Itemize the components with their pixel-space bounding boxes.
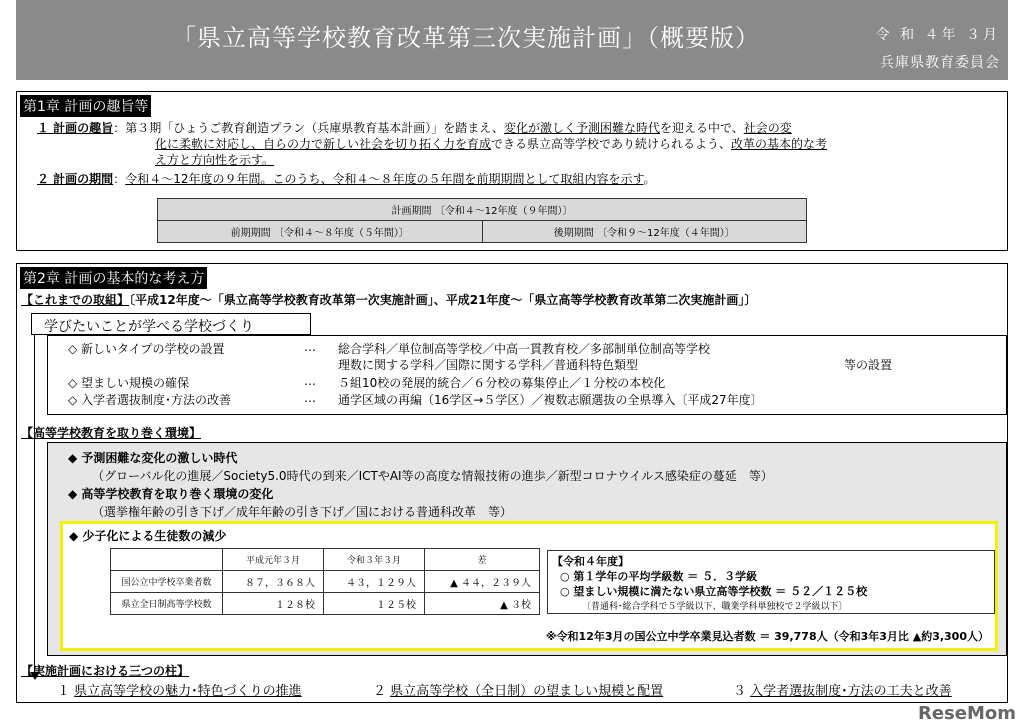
decline-header-empty xyxy=(111,549,223,571)
item-size-dots: … xyxy=(304,374,316,388)
past-efforts-text: 〔平成12年度～「県立高等学校教育改革第一次実施計画」、平成21年度～「県立高等学校教育改革第二次実施計画」〕 xyxy=(129,293,757,307)
decline-row2-h1: １２８校 xyxy=(223,593,324,615)
period-table-first: 前期期間 〔令和４～８年度（５年間）〕 xyxy=(158,221,483,243)
pillar-3-num: ３ xyxy=(733,684,747,699)
decline-header-r3: 令和３年３月 xyxy=(324,549,425,571)
env-detail-1: （グローバル化の進展／Society5.0時代の到来／ICTやAI等の高度な情報技術の進歩／新型コロナウイルス感染症の蔓延 等） xyxy=(92,469,773,483)
purpose-colon: ： xyxy=(113,121,126,135)
item-admission: ◇ 入学者選抜制度･方法の改善 xyxy=(68,393,232,407)
period-text-end: 。 xyxy=(643,172,656,186)
period-colon: ： xyxy=(113,172,126,186)
chapter2-heading: 第2章 計画の基本的な考え方 xyxy=(20,267,207,289)
item-new-school-suffix: 等の設置 xyxy=(844,358,893,372)
item-new-school-detail-2: 理数に関する学科／国際に関する学科／普通科特色類型 xyxy=(338,358,639,372)
pillar-2-num: ２ xyxy=(373,684,387,699)
pillar-1-num: １ xyxy=(57,684,71,699)
decline-row1-label: 国公立中学校卒業者数 xyxy=(111,571,223,593)
watermark-logo xyxy=(918,703,1016,724)
item-admission-dots: … xyxy=(304,391,316,405)
document-organization: 兵庫県教育委員会 xyxy=(880,55,1000,71)
env-bullet-2: ◆ 高等学校教育を取り巻く環境の変化 xyxy=(68,487,274,501)
decline-header-diff: 差 xyxy=(425,549,540,571)
purpose-text-1c: を迎える中で、 xyxy=(659,121,744,135)
purpose-label: １ 計画の趣旨 xyxy=(37,121,114,135)
pillar-2-text: 県立高等学校（全日制）の望ましい規模と配置 xyxy=(390,684,664,699)
decline-row1-h1: ８７，３６８人 xyxy=(223,571,324,593)
r4-note: 〔普通科･総合学科で５学級以下、職業学科単独校で２学級以下〕 xyxy=(582,602,848,612)
period-table xyxy=(157,198,807,243)
decline-row2-label: 県立全日制高等学校数 xyxy=(111,593,223,615)
purpose-text-1d: 社会の変 xyxy=(743,121,792,135)
flow-arrow xyxy=(34,334,35,674)
r4-line2: ○ 望ましい規模に満たない県立高等学校数 ＝ ５２／１２５校 xyxy=(560,585,868,598)
purpose-text-3: え方と方向性を示す。 xyxy=(155,153,275,167)
r4-box xyxy=(547,550,995,614)
school-items-box xyxy=(47,335,1007,415)
decline-row2-r3: １２５校 xyxy=(324,593,425,615)
decline-footnote: ※令和12年3月の国公立中学卒業見込者数 ＝ 39,778人（令和3年3月比 ▲約3,300人） xyxy=(545,630,989,643)
r4-line1: ○ 第１学年の平均学級数 ＝ ５．３学級 xyxy=(560,570,758,583)
document-title: 「県立高等学校教育改革第三次実施計画」（概要版） xyxy=(172,24,760,52)
env-bullet-3: ◆ 少子化による生徒数の減少 xyxy=(69,529,227,543)
header-banner xyxy=(16,0,1008,80)
env-bullet-1: ◆ 予測困難な変化の激しい時代 xyxy=(68,451,238,465)
period-text: 令和４～12年度の９年間。このうち、令和４～８年度の５年間を前期期間として取組内容を示す xyxy=(125,172,644,186)
item-size-detail: ５組10校の発展的統合／６分校の募集停止／１分校の本校化 xyxy=(338,376,666,390)
chapter1-heading: 第1章 計画の趣旨等 xyxy=(20,95,151,117)
purpose-text-1b: 変化が激しく予測困難な時代 xyxy=(503,121,660,135)
decline-header-h1: 平成元年３月 xyxy=(223,549,324,571)
period-table-total: 計画期間 〔令和４～12年度（９年間）〕 xyxy=(158,199,807,221)
decline-row1-diff: ▲ ４４，２３９人 xyxy=(425,571,540,593)
decline-highlight-box xyxy=(60,521,998,651)
decline-row1-r3: ４３，１２９人 xyxy=(324,571,425,593)
item-new-school: ◇ 新しいタイプの学校の設置 xyxy=(68,342,225,356)
purpose-text-2c: 改革の基本的な考 xyxy=(731,137,828,151)
purpose-text-2b: できる県立高等学校であり続けられるよう、 xyxy=(491,137,732,151)
decline-row2-diff: ▲ ３校 xyxy=(425,593,540,615)
chapter1-section xyxy=(16,91,1008,251)
env-detail-2: （選挙権年齢の引き下げ／成年年齢の引き下げ／国における普通科改革 等） xyxy=(92,505,513,519)
period-label: ２ 計画の期間 xyxy=(37,172,114,186)
item-size: ◇ 望ましい規模の確保 xyxy=(68,376,190,390)
item-new-school-dots: … xyxy=(304,340,316,354)
purpose-text-2a: 化に柔軟に対応し、自らの力で新しい社会を切り拓く力を育成 xyxy=(155,137,492,151)
document-date: 令 和 ４年 ３月 xyxy=(875,27,1000,43)
school-building-label-box xyxy=(31,313,311,335)
purpose-text-1a: 第３期「ひょうご教育創造プラン（兵庫県教育基本計画）」を踏まえ、 xyxy=(125,121,504,135)
period-table-second: 後期期間 〔令和９～12年度（４年間）〕 xyxy=(482,221,807,243)
environment-box xyxy=(47,442,1007,656)
decline-table xyxy=(110,548,540,615)
past-efforts-label: 【これまでの取組】 xyxy=(21,293,130,307)
school-building-label: 学びたいことが学べる学校づくり xyxy=(44,319,254,335)
environment-label: 【高等学校教育を取り巻く環境】 xyxy=(21,426,202,440)
pillars-label: 【実施計画における三つの柱】 xyxy=(21,664,190,678)
pillar-1-text: 県立高等学校の魅力･特色づくりの推進 xyxy=(74,684,302,699)
chapter2-section xyxy=(16,263,1008,703)
pillar-3-text: 入学者選抜制度･方法の工夫と改善 xyxy=(750,684,952,699)
item-admission-detail: 通学区域の再編（16学区→５学区）／複数志願選抜の全県導入〔平成27年度〕 xyxy=(338,393,763,407)
item-new-school-detail: 総合学科／単位制高等学校／中高一貫教育校／多部制単位制高等学校 xyxy=(338,342,711,356)
watermark-text: ReseMom xyxy=(917,703,1016,724)
r4-title: 【令和４年度】 xyxy=(552,555,629,568)
